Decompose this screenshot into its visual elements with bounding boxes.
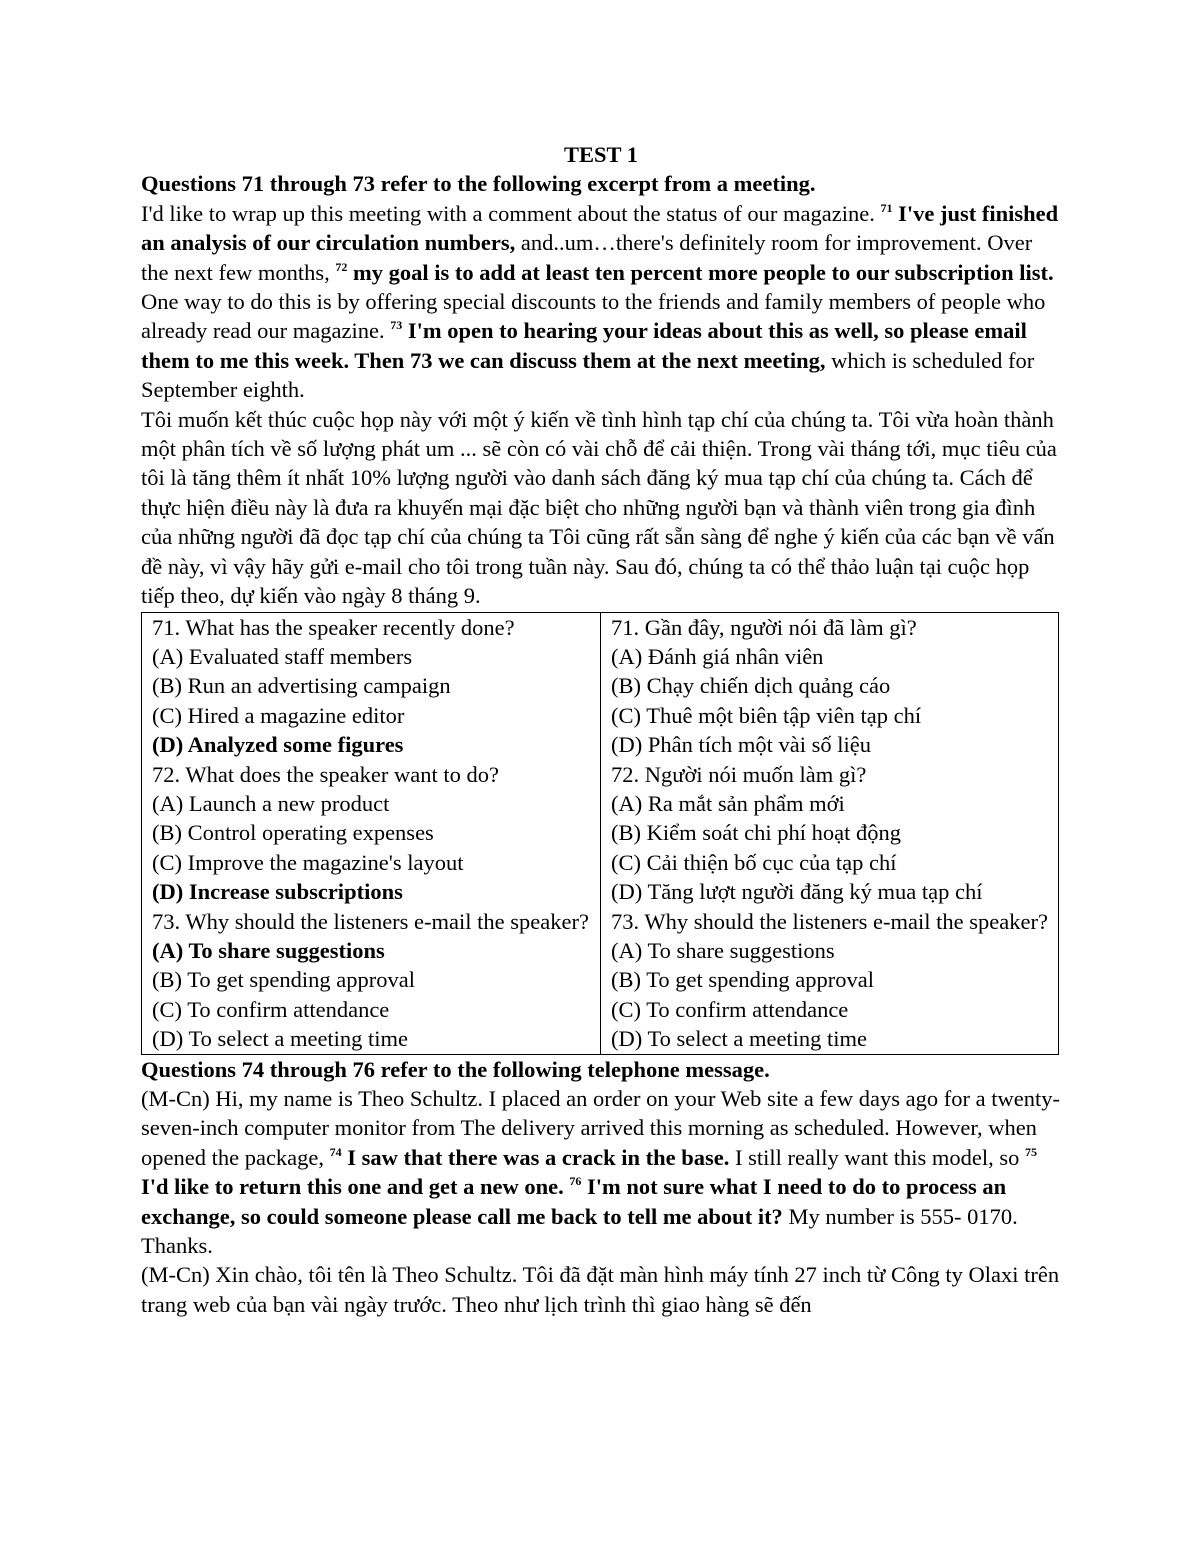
answer-option: (C) To confirm attendance [152, 996, 390, 1022]
document-page [141, 140, 1061, 1319]
answer-option: (B) To get spending approval [152, 967, 415, 993]
answer-option: (B) Control operating expenses [152, 820, 434, 846]
transcript-text: (M-Cn) Hi, my name is Theo Schultz. I placed an order on your Web site a few days ago for a twenty-seven-inch computer monitor from The delivery arrived this morning as scheduled. However, when opened the package, [141, 1086, 1060, 1170]
question-text: 71. Gần đây, người nói đã làm gì? [611, 614, 917, 640]
question-text: 73. Why should the listeners e-mail the speaker? [611, 908, 1048, 934]
answer-option: (A) Evaluated staff members [152, 643, 413, 669]
answer-option: (D) To select a meeting time [152, 1026, 409, 1052]
transcript-text: My number is 555- 0170. Thanks. [141, 1203, 1018, 1259]
key-phrase: I'd like to return this one and get a new one. [141, 1174, 570, 1200]
answer-option: (B) To get spending approval [611, 967, 874, 993]
section1-heading: Questions 71 through 73 refer to the following excerpt from a meeting. [141, 171, 816, 197]
section1-translation: Tôi muốn kết thúc cuộc họp này với một ý kiến về tình hình tạp chí của chúng ta. Tôi vừa hoàn thành một phân tích về số lượng phát um ... sẽ còn có vài chỗ để cải thiện. Trong vài tháng tới, mục tiêu của tôi là tăng thêm ít nhất 10% lượng người vào danh sách đăng ký mua tạp chí của chúng ta. Cách để thực hiện điều này là đưa ra khuyến mại đặc biệt cho những người bạn và thành viên trong gia đình của những người đã đọc tạp chí của chúng ta Tôi cũng rất sẵn sàng để nghe ý kiến của các bạn về vấn đề này, vì vậy hãy gửi e-mail cho tôi trong tuần này. Sau đó, chúng ta có thể thảo luận tại cuộc họp tiếp theo, dự kiến vào ngày 8 tháng 9. [141, 406, 1057, 609]
answer-option: (C) Improve the magazine's layout [152, 849, 464, 875]
questions-english-column [142, 612, 601, 1054]
answer-option: (B) Run an advertising campaign [152, 673, 451, 699]
answer-option: (A) Ra mắt sản phẩm mới [611, 790, 845, 816]
transcript-text: which is scheduled for September eighth. [141, 347, 1035, 403]
key-phrase: my goal is to add at least ten percent more people to our subscription list. [347, 259, 1054, 285]
question-marker: 76 [569, 1174, 582, 1189]
answer-option: (B) Chạy chiến dịch quảng cáo [611, 673, 891, 699]
answer-option: (D) To select a meeting time [611, 1026, 868, 1052]
section1-transcript [141, 199, 1061, 405]
key-phrase: I've just finished an analysis of our circulation numbers, [141, 200, 1059, 256]
answer-option: (C) Cải thiện bố cục của tạp chí [611, 849, 897, 875]
page-title: TEST 1 [563, 142, 638, 167]
answer-option: (D) Phân tích một vài số liệu [611, 732, 871, 758]
answer-option: (C) To confirm attendance [611, 996, 849, 1022]
question-text: 72. Người nói muốn làm gì? [611, 761, 867, 787]
answer-option-correct: (D) Analyzed some figures [152, 732, 404, 758]
section2-translation: (M-Cn) Xin chào, tôi tên là Theo Schultz. Tôi đã đặt màn hình máy tính 27 inch từ Công ty Olaxi trên trang web của bạn vài ngày trước. Theo như lịch trình thì giao hàng sẽ đến [141, 1262, 1060, 1317]
transcript-text: and..um…there's definitely room for improvement. Over the next few months, [141, 230, 1033, 285]
questions-vietnamese-column [601, 612, 1059, 1054]
question-marker: 72 [335, 259, 348, 274]
key-phrase: I'm open to hearing your ideas about this as well, so please email them to me this week. Then 73 we can discuss them at the next meeting, [141, 318, 1027, 373]
question-text: 71. What has the speaker recently done? [152, 614, 515, 640]
answer-option: (A) Đánh giá nhân viên [611, 643, 824, 669]
transcript-text: I'd like to wrap up this meeting with a comment about the status of our magazine. [141, 200, 881, 226]
answer-option: (D) Tăng lượt người đăng ký mua tạp chí [611, 879, 983, 905]
question-text: 72. What does the speaker want to do? [152, 761, 499, 787]
answer-option: (B) Kiểm soát chi phí hoạt động [611, 820, 901, 846]
question-marker: 71 [880, 200, 893, 215]
answer-option-correct: (D) Increase subscriptions [152, 879, 403, 905]
question-marker: 74 [329, 1144, 342, 1159]
question-marker: 75 [1024, 1144, 1037, 1159]
transcript-text: I still really want this model, so [729, 1144, 1025, 1170]
key-phrase: I'm not sure what I need to do to process an exchange, so could someone please call me back to tell me about it? [141, 1174, 1007, 1229]
answer-option: (A) Launch a new product [152, 790, 390, 816]
section2-heading: Questions 74 through 76 refer to the following telephone message. [141, 1056, 770, 1082]
question-marker: 73 [390, 318, 403, 333]
answer-option: (C) Hired a magazine editor [152, 702, 405, 728]
transcript-text: One way to do this is by offering special discounts to the friends and family members of people who already read our magazine. [141, 289, 1046, 344]
table-row [142, 612, 1059, 1054]
answer-option: (A) To share suggestions [611, 937, 835, 963]
key-phrase: I saw that there was a crack in the base. [341, 1144, 730, 1170]
questions-table [141, 612, 1059, 1055]
question-text: 73. Why should the listeners e-mail the speaker? [152, 908, 589, 934]
answer-option: (C) Thuê một biên tập viên tạp chí [611, 702, 922, 728]
answer-option-correct: (A) To share suggestions [152, 937, 385, 963]
section2-transcript [141, 1084, 1061, 1260]
